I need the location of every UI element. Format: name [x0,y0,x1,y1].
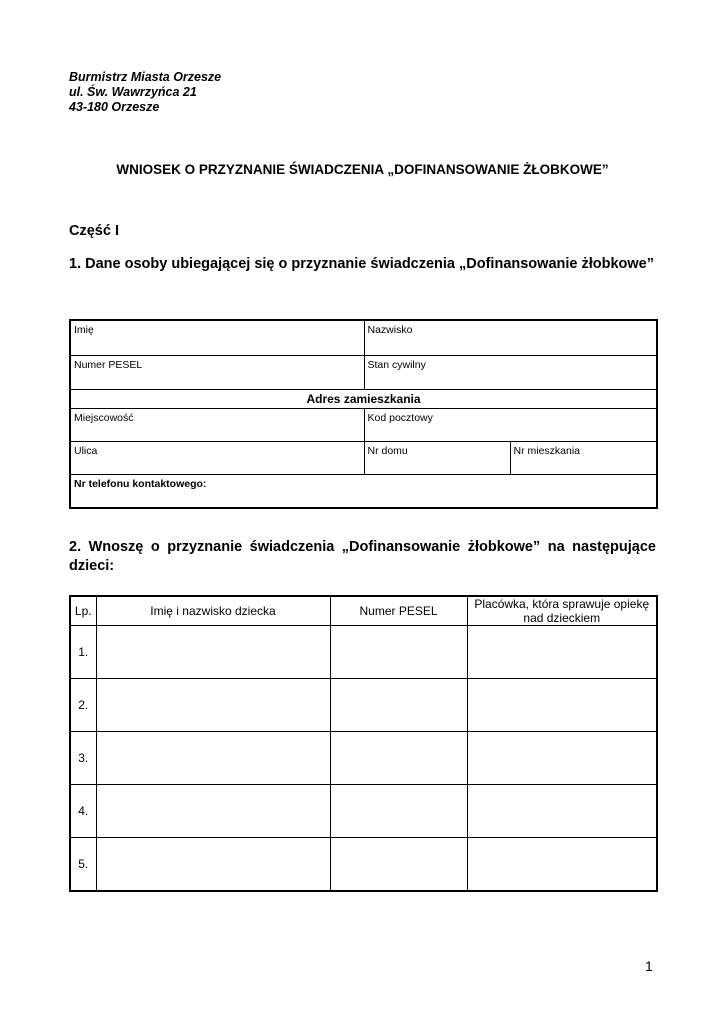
city-field[interactable]: Miejscowość [70,409,364,442]
child-pesel-cell[interactable] [330,732,467,785]
addressee-block [69,70,221,115]
row-number: 1. [70,626,96,679]
col-header-facility: Placówka, która sprawuje opiekę nad dzieckiem [467,596,657,626]
facility-cell[interactable] [467,732,657,785]
table-row [70,732,657,785]
apartment-number-field[interactable]: Nr mieszkania [510,442,657,475]
child-pesel-cell[interactable] [330,626,467,679]
first-name-field[interactable]: Imię [70,320,364,356]
addressee-line-2: ul. Św. Wawrzyńca 21 [69,85,197,99]
section-1-heading: 1. Dane osoby ubiegającej się o przyznanie świadczenia „Dofinansowanie żłobkowe” [69,256,654,272]
child-name-cell[interactable] [96,679,330,732]
pesel-field[interactable]: Numer PESEL [70,356,364,390]
child-pesel-cell[interactable] [330,679,467,732]
applicant-data-table [69,319,658,509]
section-2-heading: 2. Wnoszę o przyznanie świadczenia „Dofinansowanie żłobkowe” na następujące dzieci: [69,539,656,574]
table-row [70,838,657,892]
row-number: 4. [70,785,96,838]
table-row [70,679,657,732]
address-section-header: Adres zamieszkania [70,390,657,409]
facility-cell[interactable] [467,679,657,732]
row-number: 2. [70,679,96,732]
row-number: 3. [70,732,96,785]
child-name-cell[interactable] [96,838,330,892]
document-title: WNIOSEK O PRZYZNANIE ŚWIADCZENIA „DOFINANSOWANIE ŻŁOBKOWE” [116,162,609,177]
table-row [70,785,657,838]
part-label: Część I [69,223,119,239]
child-name-cell[interactable] [96,626,330,679]
postal-code-field[interactable]: Kod pocztowy [364,409,657,442]
facility-cell[interactable] [467,785,657,838]
col-header-lp: Lp. [70,596,96,626]
addressee-line-1: Burmistrz Miasta Orzesze [69,70,222,84]
addressee-line-3: 43-180 Orzesze [69,100,160,114]
page-number: 1 [645,958,653,974]
child-name-cell[interactable] [96,785,330,838]
child-pesel-cell[interactable] [330,785,467,838]
last-name-field[interactable]: Nazwisko [364,320,657,356]
col-header-child-name: Imię i nazwisko dziecka [96,596,330,626]
marital-status-field[interactable]: Stan cywilny [364,356,657,390]
phone-field[interactable]: Nr telefonu kontaktowego: [70,475,657,509]
child-pesel-cell[interactable] [330,838,467,892]
facility-cell[interactable] [467,838,657,892]
children-table [69,595,658,892]
facility-cell[interactable] [467,626,657,679]
child-name-cell[interactable] [96,732,330,785]
col-header-pesel: Numer PESEL [330,596,467,626]
table-row [70,626,657,679]
house-number-field[interactable]: Nr domu [364,442,510,475]
street-field[interactable]: Ulica [70,442,364,475]
row-number: 5. [70,838,96,892]
